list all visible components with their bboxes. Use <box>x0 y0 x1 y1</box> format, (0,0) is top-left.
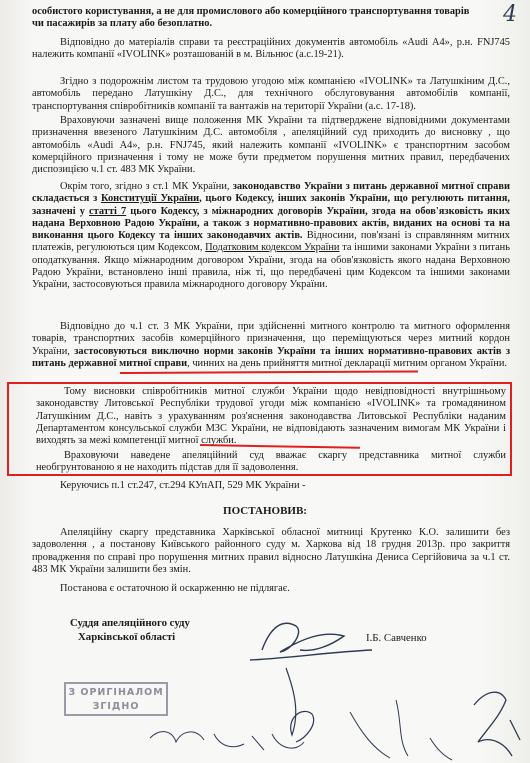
judge-title-line-2: Харківської області <box>78 631 176 643</box>
handwritten-initials <box>150 732 304 750</box>
handwritten-notation <box>474 692 520 756</box>
paragraph-text: Враховуючи зазначені вище положення МК України та підтверджене відповідними документами призначення ввезеного Латушкіним Д.С. автомобіля , апеляційний суд приходить до висновку , що автомобіль «Audi A4», р.н. FNJ745, який належить компанії «IVOLINK» є транспортним засобом комерційного призначення і тому не може бути предметом порушення митних правил, передбачених диспозицією ч.1 ст. 483 МК України. <box>32 115 510 176</box>
paragraph-text: Відповідно до матеріалів справи та реєстраційних документів автомобіль «Audi A4», р.н. FNJ745 належить компанії «IVOLINK» розташованій в м. Вільнюс (а.с.19-21). <box>32 37 510 61</box>
handwritten-scribble <box>350 700 408 758</box>
paragraph-text: Тому висновки співробітників митної служби України щодо невідповідності внутрішньому законодавству Литовської Республіки трудової угоди між компанією «IVOLINK» та громадянином Латушкіним Д.С., навіть з урахуванням роз'яснення законодавства Литовської Республіки наданим Департаментом консульської служби МЗС України, не відповідають зазначеним вимогам МК України і виходять за межі компетенції митної служби. <box>36 386 506 447</box>
header-line-2: чи пасажирів за плату або безоплатно. <box>32 18 213 30</box>
handwritten-page-number: 4 <box>503 2 517 27</box>
handwritten-signature <box>286 668 314 742</box>
stamp-text: ЗГІДНО <box>92 701 140 712</box>
judge-name: І.Б. Савченко <box>366 632 427 644</box>
judge-signature <box>250 623 372 660</box>
paragraph-text: Апеляційну скаргу представника Харківської обласної митниці Крутенко К.О. залишити без задоволення , а постанову Київського районного суду м. Харкова від 18 грудня 2013р. про закриття провадження по справі про порушення митних правил відносно Латушкіна Дениса Сергійовича за ч.1 ст. 483 МК України залишити без змін. <box>32 527 510 575</box>
paragraph-text: Постанова є остаточною й оскарженню не підлягає. <box>60 583 290 594</box>
paragraph-text: Керуючись п.1 ст.247, ст.294 КУпАП, 529 МК України - <box>60 480 306 491</box>
judge-title-line-1: Суддя апеляційного суду <box>70 617 190 629</box>
paragraph-text: Згідно з подорожнім листом та трудовою угодою між компанією «IVOLINK» та Латушкіним Д.С., автомобіль передано Латушкіну Д.С., для технічного обслуговування автомобілів компанії, транспортування співробітників компанії та вантажів на території України (а.с. 17-18). <box>32 76 510 112</box>
resolution-title: ПОСТАНОВИВ: <box>223 505 307 517</box>
paragraph-text: Враховуючи наведене апеляційний суд вважає скаргу представника митної служби необгрунтованою я не находить підстав для її задоволення. <box>36 450 506 474</box>
stamp-text: З ОРИГІНАЛОМ <box>68 687 164 698</box>
handwritten-mark <box>430 738 452 760</box>
paragraph-text: Відповідно до ч.1 ст. 3 МК України, при здійсненні митного контролю та митного оформлення товарів, транспортних засобів комерційного призначення, що переміщуються через митний кордон України, застосовуються виключно норми законів України та інших нормативно-правових актів з питань державної митної справи, чинних на день прийняття митної декларації митним органом України. <box>32 321 510 369</box>
header-line-1: особистого користування, а не для промислового або комерційного транспортування товарів <box>32 6 470 17</box>
paragraph-text: Окрім того, згідно з ст.1 МК України, законодавство України з питань державної митної справи складається з Конституції України, цього Кодексу, інших законів України, що регулюють питання, зазначені у статті 7 цього Кодексу, з міжнародних договорів України, згода на обов'язковість яких надана Верховною Радою України, а також з нормативно-правових актів, виданих на основі та на виконання цього Кодексу та інших законодавчих актів. Відносини, пов'язані із справлянням митних платежів, регулюються цим Кодексом, Податковим кодексом України та іншими законами України з питань оподаткування. Якщо міжнародним договором України, згода на обов'язковість якого надана Верховною Радою України, встановлено інші правила, ніж ті, що передбачені цим Кодексом та іншими законами України, застосовуються правила міжнародного договору України. <box>32 181 510 291</box>
